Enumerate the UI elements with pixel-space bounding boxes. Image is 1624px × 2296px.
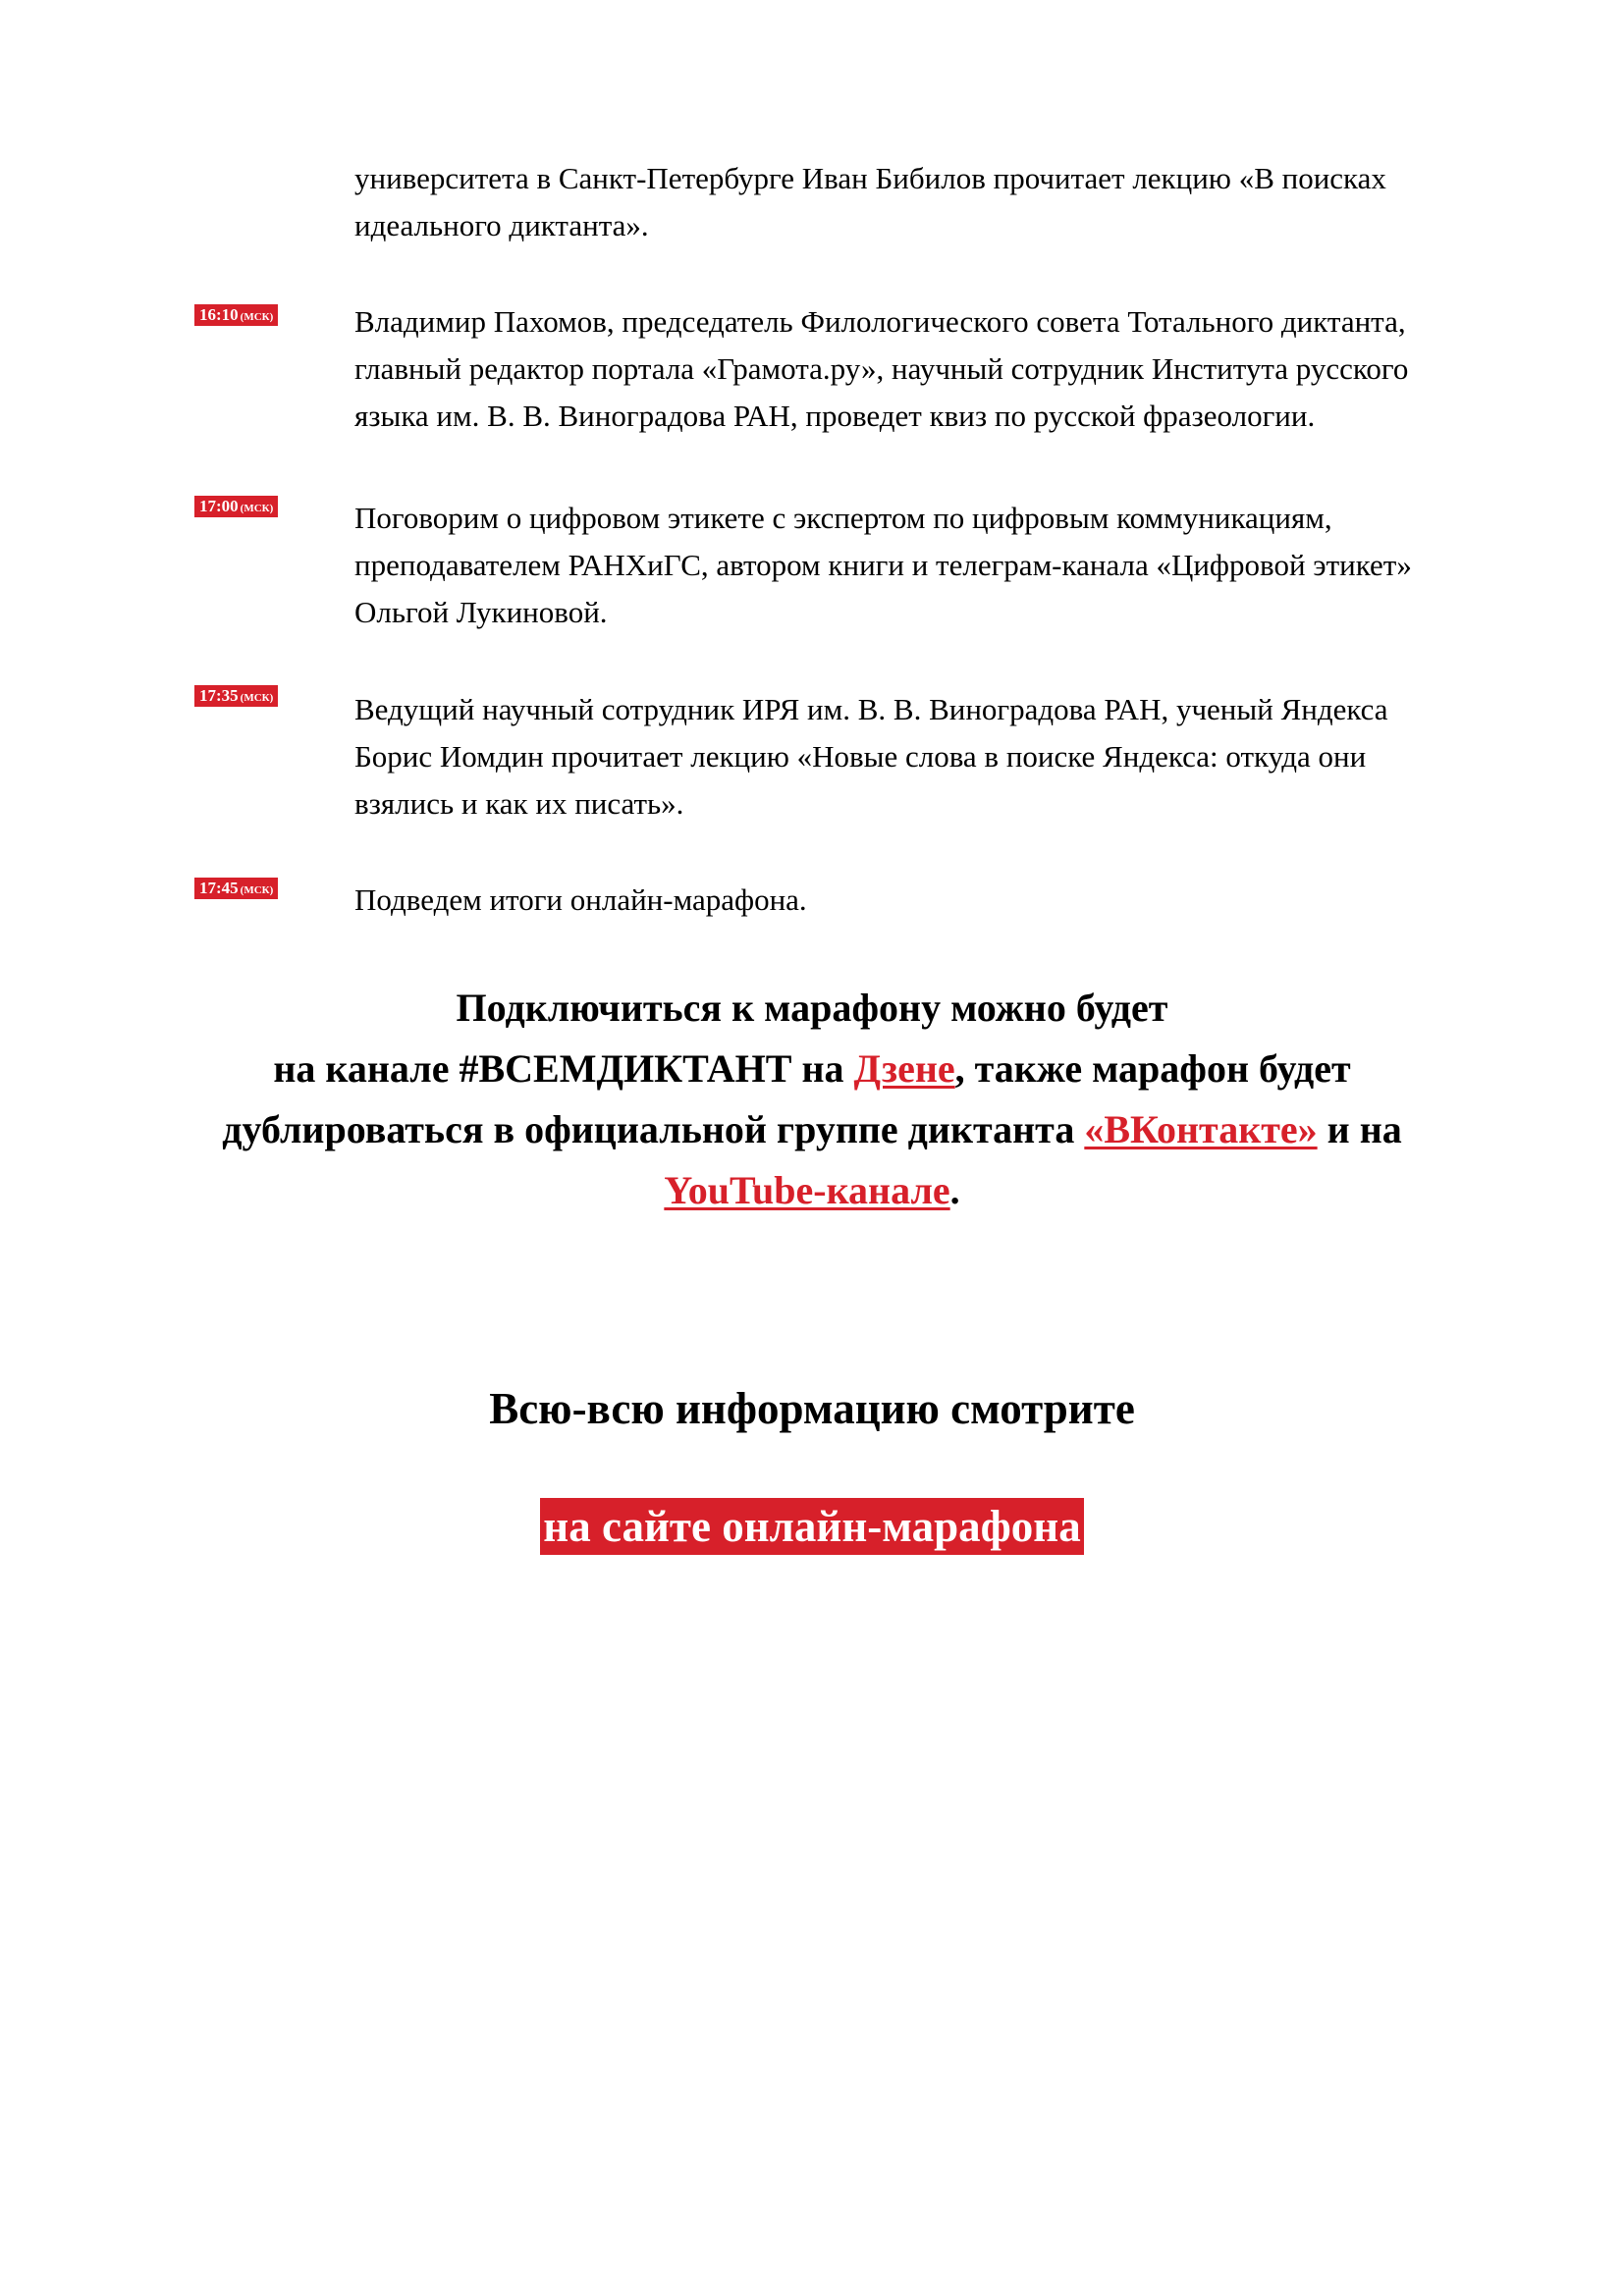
time-badge-1745: [194, 878, 278, 899]
time-badge-1610: [194, 304, 278, 326]
schedule-line: Ведущий научный сотрудник ИРЯ им. В. В. Виноградова РАН, ученый Яндекса: [354, 692, 1388, 726]
schedule-line: Владимир Пахомов, председатель Филологического совета Тотального диктанта,: [354, 304, 1406, 339]
connect-line-2: [147, 1039, 1477, 1099]
connect-line-3: [147, 1099, 1477, 1160]
connect-text: и на: [1317, 1107, 1402, 1151]
time-zone: (МСК): [240, 311, 274, 323]
time-value: 17:45: [199, 879, 239, 897]
dzen-link[interactable]: Дзене: [853, 1046, 955, 1091]
vk-link[interactable]: «ВКонтакте»: [1084, 1107, 1318, 1151]
youtube-link[interactable]: YouTube-канале: [664, 1168, 950, 1212]
connect-text: дублироваться в официальной группе диктанта: [222, 1107, 1085, 1151]
schedule-item-1745: [354, 877, 1533, 924]
info-heading: Всю-всю информацию смотрите: [489, 1384, 1135, 1433]
schedule-line: Ольгой Лукиновой.: [354, 595, 608, 629]
schedule-line: взялись и как их писать».: [354, 786, 684, 821]
schedule-item-1610: [354, 298, 1533, 440]
connect-line-4: [147, 1160, 1477, 1221]
schedule-line: Подведем итоги онлайн-марафона.: [354, 882, 807, 917]
time-value: 16:10: [199, 305, 239, 324]
time-value: 17:35: [199, 686, 239, 705]
schedule-line: Поговорим о цифровом этикете с экспертом по цифровым коммуникациям,: [354, 501, 1332, 535]
schedule-line: главный редактор портала «Грамота.ру», научный сотрудник Института русского: [354, 351, 1409, 386]
time-badge-1700: [194, 496, 278, 517]
connect-line-1: Подключиться к марафону можно будет: [456, 986, 1168, 1030]
intro-paragraph: [354, 155, 1533, 249]
connect-text: , также марафон будет: [954, 1046, 1351, 1091]
time-badge-1735: [194, 685, 278, 707]
schedule-item-1700: [354, 495, 1533, 636]
intro-line: университета в Санкт-Петербурге Иван Бибилов прочитает лекцию «В поисках: [354, 161, 1386, 195]
time-zone: (МСК): [240, 503, 274, 514]
schedule-item-1735: [354, 686, 1533, 828]
time-zone: (МСК): [240, 884, 274, 896]
marathon-site-link[interactable]: на сайте онлайн-марафона: [540, 1498, 1083, 1555]
schedule-line: преподавателем РАНХиГС, автором книги и телеграм-канала «Цифровой этикет»: [354, 548, 1412, 582]
connect-text: .: [949, 1168, 960, 1212]
connect-text: на канале #ВСЕМДИКТАНТ на: [273, 1046, 854, 1091]
schedule-line: языка им. В. В. Виноградова РАН, проведет квиз по русской фразеологии.: [354, 399, 1316, 433]
time-value: 17:00: [199, 497, 239, 515]
intro-line: идеального диктанта».: [354, 208, 649, 242]
connect-announcement: [147, 978, 1477, 1221]
time-zone: (МСК): [240, 692, 274, 704]
site-link-container: [147, 1498, 1477, 1555]
schedule-line: Борис Иомдин прочитает лекцию «Новые слова в поиске Яндекса: откуда они: [354, 739, 1367, 774]
